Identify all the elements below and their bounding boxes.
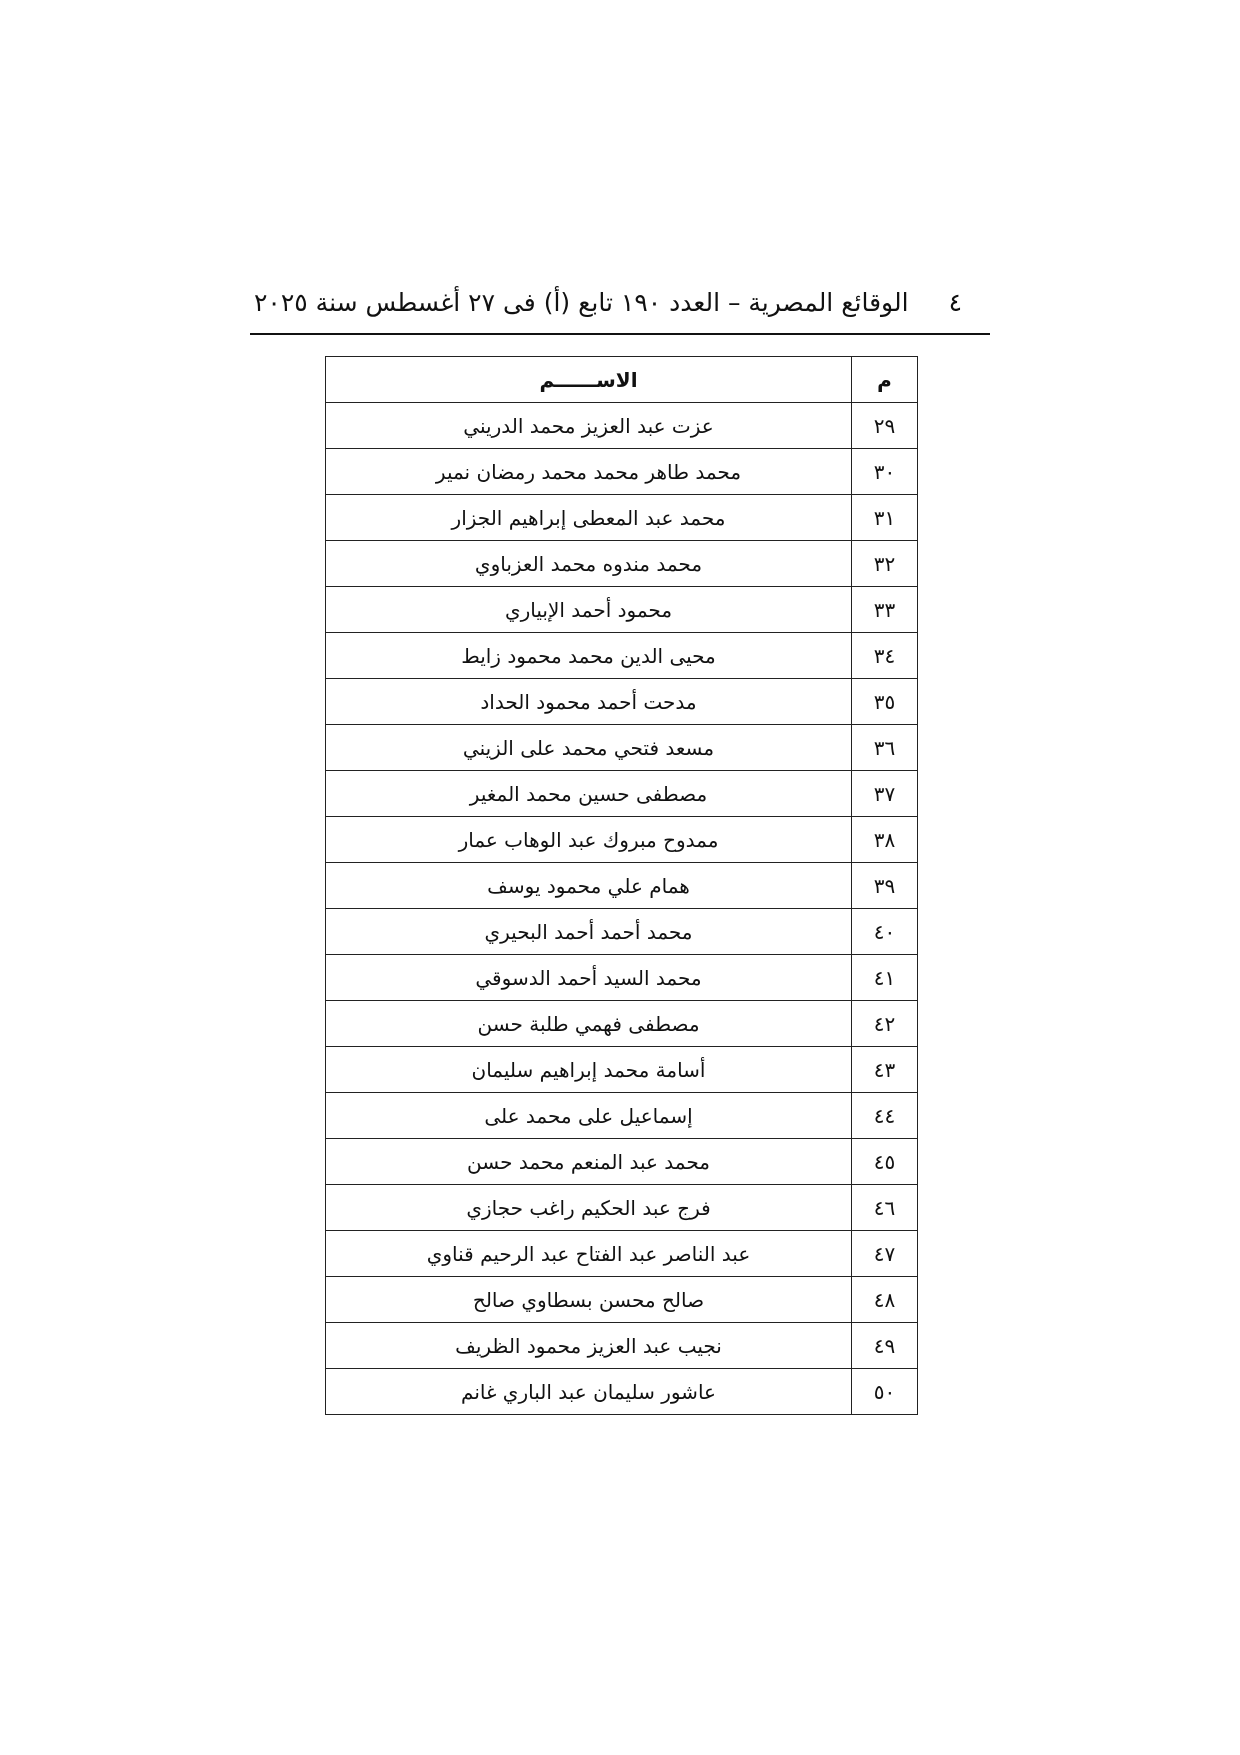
person-name: ممدوح مبروك عبد الوهاب عمار <box>326 817 852 863</box>
person-name: إسماعيل على محمد على <box>326 1093 852 1139</box>
row-number: ٤١ <box>852 955 918 1001</box>
person-name: مصطفى حسين محمد المغير <box>326 771 852 817</box>
person-name: عاشور سليمان عبد الباري غانم <box>326 1369 852 1415</box>
column-header-number: م <box>852 357 918 403</box>
person-name: مصطفى فهمي طلبة حسن <box>326 1001 852 1047</box>
person-name: مسعد فتحي محمد على الزيني <box>326 725 852 771</box>
row-number: ٣٧ <box>852 771 918 817</box>
row-number: ٤٧ <box>852 1231 918 1277</box>
table-row <box>326 587 918 633</box>
gazette-title: الوقائع المصرية – العدد ١٩٠ تابع (أ) فى ٢٧ أغسطس سنة ٢٠٢٥ <box>254 287 909 317</box>
table-row <box>326 817 918 863</box>
table-row <box>326 449 918 495</box>
table-row <box>326 1047 918 1093</box>
row-number: ٣٩ <box>852 863 918 909</box>
table-body <box>326 403 918 1415</box>
row-number: ٤٣ <box>852 1047 918 1093</box>
row-number: ٣٨ <box>852 817 918 863</box>
table-row <box>326 403 918 449</box>
table-row <box>326 1323 918 1369</box>
person-name: فرج عبد الحكيم راغب حجازي <box>326 1185 852 1231</box>
table-row <box>326 495 918 541</box>
row-number: ٤٥ <box>852 1139 918 1185</box>
row-number: ٤٩ <box>852 1323 918 1369</box>
person-name: محمد طاهر محمد محمد رمضان نمير <box>326 449 852 495</box>
row-number: ٤٤ <box>852 1093 918 1139</box>
table-row <box>326 1369 918 1415</box>
table-row <box>326 725 918 771</box>
person-name: محمد مندوه محمد العزباوي <box>326 541 852 587</box>
table-row <box>326 679 918 725</box>
person-name: أسامة محمد إبراهيم سليمان <box>326 1047 852 1093</box>
table-row <box>326 1093 918 1139</box>
person-name: محيى الدين محمد محمود زايط <box>326 633 852 679</box>
row-number: ٢٩ <box>852 403 918 449</box>
table-row <box>326 1231 918 1277</box>
table-row <box>326 771 918 817</box>
row-number: ٣٦ <box>852 725 918 771</box>
table-row <box>326 863 918 909</box>
row-number: ٣٢ <box>852 541 918 587</box>
page-number: ٤ <box>948 287 962 317</box>
person-name: مدحت أحمد محمود الحداد <box>326 679 852 725</box>
table-row <box>326 541 918 587</box>
person-name: محمد عبد المنعم محمد حسن <box>326 1139 852 1185</box>
table-row <box>326 1277 918 1323</box>
table-row <box>326 955 918 1001</box>
table-row <box>326 1139 918 1185</box>
person-name: نجيب عبد العزيز محمود الظريف <box>326 1323 852 1369</box>
row-number: ٥٠ <box>852 1369 918 1415</box>
person-name: صالح محسن بسطاوي صالح <box>326 1277 852 1323</box>
table-header-row <box>326 357 918 403</box>
page-header <box>250 282 990 322</box>
names-table-container <box>325 356 917 1415</box>
row-number: ٤٦ <box>852 1185 918 1231</box>
row-number: ٤٠ <box>852 909 918 955</box>
row-number: ٣١ <box>852 495 918 541</box>
names-table <box>325 356 918 1415</box>
person-name: محمد عبد المعطى إبراهيم الجزار <box>326 495 852 541</box>
table-row <box>326 1001 918 1047</box>
column-header-name: الاســــــم <box>326 357 852 403</box>
table-row <box>326 633 918 679</box>
person-name: عبد الناصر عبد الفتاح عبد الرحيم قناوي <box>326 1231 852 1277</box>
row-number: ٣٠ <box>852 449 918 495</box>
person-name: محمد أحمد أحمد البحيري <box>326 909 852 955</box>
person-name: همام علي محمود يوسف <box>326 863 852 909</box>
header-rule <box>250 333 990 335</box>
row-number: ٣٤ <box>852 633 918 679</box>
person-name: عزت عبد العزيز محمد الدريني <box>326 403 852 449</box>
person-name: محمود أحمد الإبياري <box>326 587 852 633</box>
row-number: ٤٢ <box>852 1001 918 1047</box>
table-row <box>326 909 918 955</box>
person-name: محمد السيد أحمد الدسوقي <box>326 955 852 1001</box>
table-row <box>326 1185 918 1231</box>
row-number: ٤٨ <box>852 1277 918 1323</box>
row-number: ٣٣ <box>852 587 918 633</box>
row-number: ٣٥ <box>852 679 918 725</box>
